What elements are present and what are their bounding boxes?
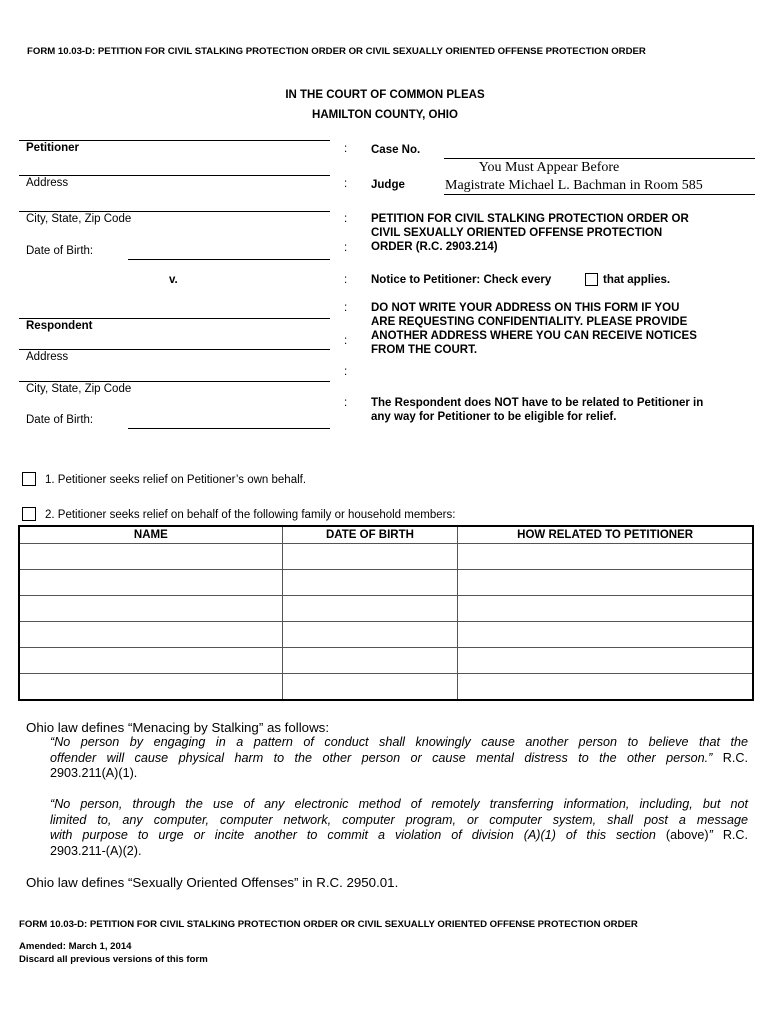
discard-notice: Discard all previous versions of this form: [19, 954, 208, 965]
household-members-checkbox[interactable]: [22, 507, 36, 521]
quote1-line1: “No person by engaging in a pattern of conduct shall knowingly cause another person to believe that the: [50, 735, 748, 749]
quote2-line3-cite: R.C.: [712, 828, 749, 842]
colon: :: [344, 335, 348, 347]
name-column-header: NAME: [19, 526, 282, 544]
caption-top-line: [19, 140, 330, 141]
name-cell[interactable]: [19, 648, 282, 674]
judge-label: Judge: [371, 179, 405, 191]
table-row: [19, 544, 753, 570]
relation-cell[interactable]: [458, 596, 753, 622]
colon: :: [344, 213, 348, 225]
quote2-line1: “No person, through the use of any electronic method of remotely transferring information, including, but not: [50, 797, 748, 811]
petitioner-label: Petitioner: [26, 142, 80, 154]
relation-cell[interactable]: [458, 544, 753, 570]
dob-cell[interactable]: [282, 648, 458, 674]
dob-cell[interactable]: [282, 570, 458, 596]
warning-line1: DO NOT WRITE YOUR ADDRESS ON THIS FORM IF YOU: [371, 302, 680, 314]
sexual-offense-definition: Ohio law defines “Sexually Oriented Offenses” in R.C. 2950.01.: [26, 875, 399, 890]
name-cell[interactable]: [19, 622, 282, 648]
warning-line3: ANOTHER ADDRESS WHERE YOU CAN RECEIVE NOTICES: [371, 330, 697, 342]
appearance-stamp-line1: You Must Appear Before: [478, 160, 620, 175]
table-row: [19, 648, 753, 674]
dob-column-header: DATE OF BIRTH: [282, 526, 458, 544]
notice-checkbox-sample: [585, 273, 598, 286]
respondent-city-label: City, State, Zip Code: [26, 383, 132, 395]
quote2-line4: 2903.211-(A)(2).: [50, 843, 142, 858]
relation-column-header: HOW RELATED TO PETITIONER: [458, 526, 753, 544]
colon: :: [344, 274, 348, 286]
petitioner-address-label: Address: [26, 177, 69, 189]
petitioner-dob-line[interactable]: [128, 259, 330, 260]
name-cell[interactable]: [19, 596, 282, 622]
quote1-line2: [50, 751, 748, 767]
respondent-dob-label: Date of Birth:: [26, 414, 94, 426]
table-row: [19, 674, 753, 701]
table-header-row: [19, 526, 753, 544]
respondent-dob-line[interactable]: [128, 428, 330, 429]
case-no-label: Case No.: [371, 144, 421, 156]
respondent-name-line[interactable]: [19, 349, 330, 350]
judge-line[interactable]: [444, 194, 755, 195]
warning-line2: ARE REQUESTING CONFIDENTIALITY. PLEASE PROVIDE: [371, 316, 688, 328]
colon: :: [344, 143, 348, 155]
quote1-line2-cite: R.C.: [712, 750, 748, 765]
quote2-line3-text: with purpose to urge or incite another to commit a violation of division (A)(1) of this section: [50, 828, 666, 842]
relation-note-line2: any way for Petitioner to be eligible for relief.: [371, 411, 617, 423]
case-no-line[interactable]: [444, 158, 755, 159]
relation-cell[interactable]: [458, 648, 753, 674]
colon: :: [344, 397, 348, 409]
dob-cell[interactable]: [282, 674, 458, 701]
quote2-line2: limited to, any computer, computer network, computer program, or computer system, shall post a message: [50, 812, 748, 827]
colon: :: [344, 366, 348, 378]
quote2-line3: [50, 828, 748, 844]
respondent-address-label: Address: [26, 351, 69, 363]
petitioner-address-line[interactable]: [19, 211, 330, 212]
warning-line4: FROM THE COURT.: [371, 344, 478, 356]
amended-date: Amended: March 1, 2014: [19, 941, 132, 952]
colon: :: [344, 242, 348, 254]
form-title: FORM 10.03-D: PETITION FOR CIVIL STALKING PROTECTION ORDER OR CIVIL SEXUALLY ORIENTED OFFENSE PROTECTION ORDER: [27, 46, 646, 57]
petition-title-line1: PETITION FOR CIVIL STALKING PROTECTION ORDER OR: [371, 213, 689, 225]
quote2-line3-close: ”: [708, 828, 713, 842]
dob-cell[interactable]: [282, 622, 458, 648]
name-cell[interactable]: [19, 570, 282, 596]
court-county: HAMILTON COUNTY, OHIO: [312, 109, 458, 121]
name-cell[interactable]: [19, 544, 282, 570]
quote1-line3: 2903.211(A)(1).: [50, 766, 138, 780]
household-members-label: 2. Petitioner seeks relief on behalf of the following family or household members:: [45, 509, 456, 521]
notice-prefix: Notice to Petitioner: Check every: [371, 274, 552, 286]
name-cell[interactable]: [19, 674, 282, 701]
dob-cell[interactable]: [282, 544, 458, 570]
relation-cell[interactable]: [458, 622, 753, 648]
respondent-top-line[interactable]: [19, 318, 330, 319]
notice-suffix: that applies.: [603, 274, 671, 286]
menacing-intro: Ohio law defines “Menacing by Stalking” as follows:: [26, 720, 330, 735]
respondent-address-line[interactable]: [19, 381, 330, 382]
quote1-line2-text: offender will cause physical harm to the other person or cause mental distress to the other person.”: [50, 750, 713, 765]
own-behalf-checkbox[interactable]: [22, 472, 36, 486]
petitioner-dob-label: Date of Birth:: [26, 245, 94, 257]
appearance-stamp-line2: Magistrate Michael L. Bachman in Room 585: [445, 178, 703, 193]
quote2-line3-above: (above): [665, 828, 709, 842]
table-row: [19, 570, 753, 596]
household-members-table: [18, 525, 754, 701]
respondent-label: Respondent: [26, 320, 93, 332]
own-behalf-label: 1. Petitioner seeks relief on Petitioner’s own behalf.: [45, 474, 307, 486]
table-row: [19, 622, 753, 648]
petitioner-name-line[interactable]: [19, 175, 330, 176]
relation-note-line1: The Respondent does NOT have to be related to Petitioner in: [371, 397, 704, 409]
versus-label: v.: [169, 274, 178, 286]
petition-title-line3: ORDER (R.C. 2903.214): [371, 241, 498, 253]
colon: :: [344, 178, 348, 190]
colon: :: [344, 302, 348, 314]
menacing-quote-1: [50, 735, 748, 782]
menacing-quote-2: [50, 797, 748, 859]
petitioner-city-label: City, State, Zip Code: [26, 213, 132, 225]
footer-form-title: FORM 10.03-D: PETITION FOR CIVIL STALKING PROTECTION ORDER OR CIVIL SEXUALLY ORIENTED OFFENSE PROTECTION ORDER: [19, 919, 638, 930]
court-name: IN THE COURT OF COMMON PLEAS: [285, 89, 485, 101]
table-row: [19, 596, 753, 622]
relation-cell[interactable]: [458, 674, 753, 701]
relation-cell[interactable]: [458, 570, 753, 596]
dob-cell[interactable]: [282, 596, 458, 622]
petition-title-line2: CIVIL SEXUALLY ORIENTED OFFENSE PROTECTION: [371, 227, 663, 239]
